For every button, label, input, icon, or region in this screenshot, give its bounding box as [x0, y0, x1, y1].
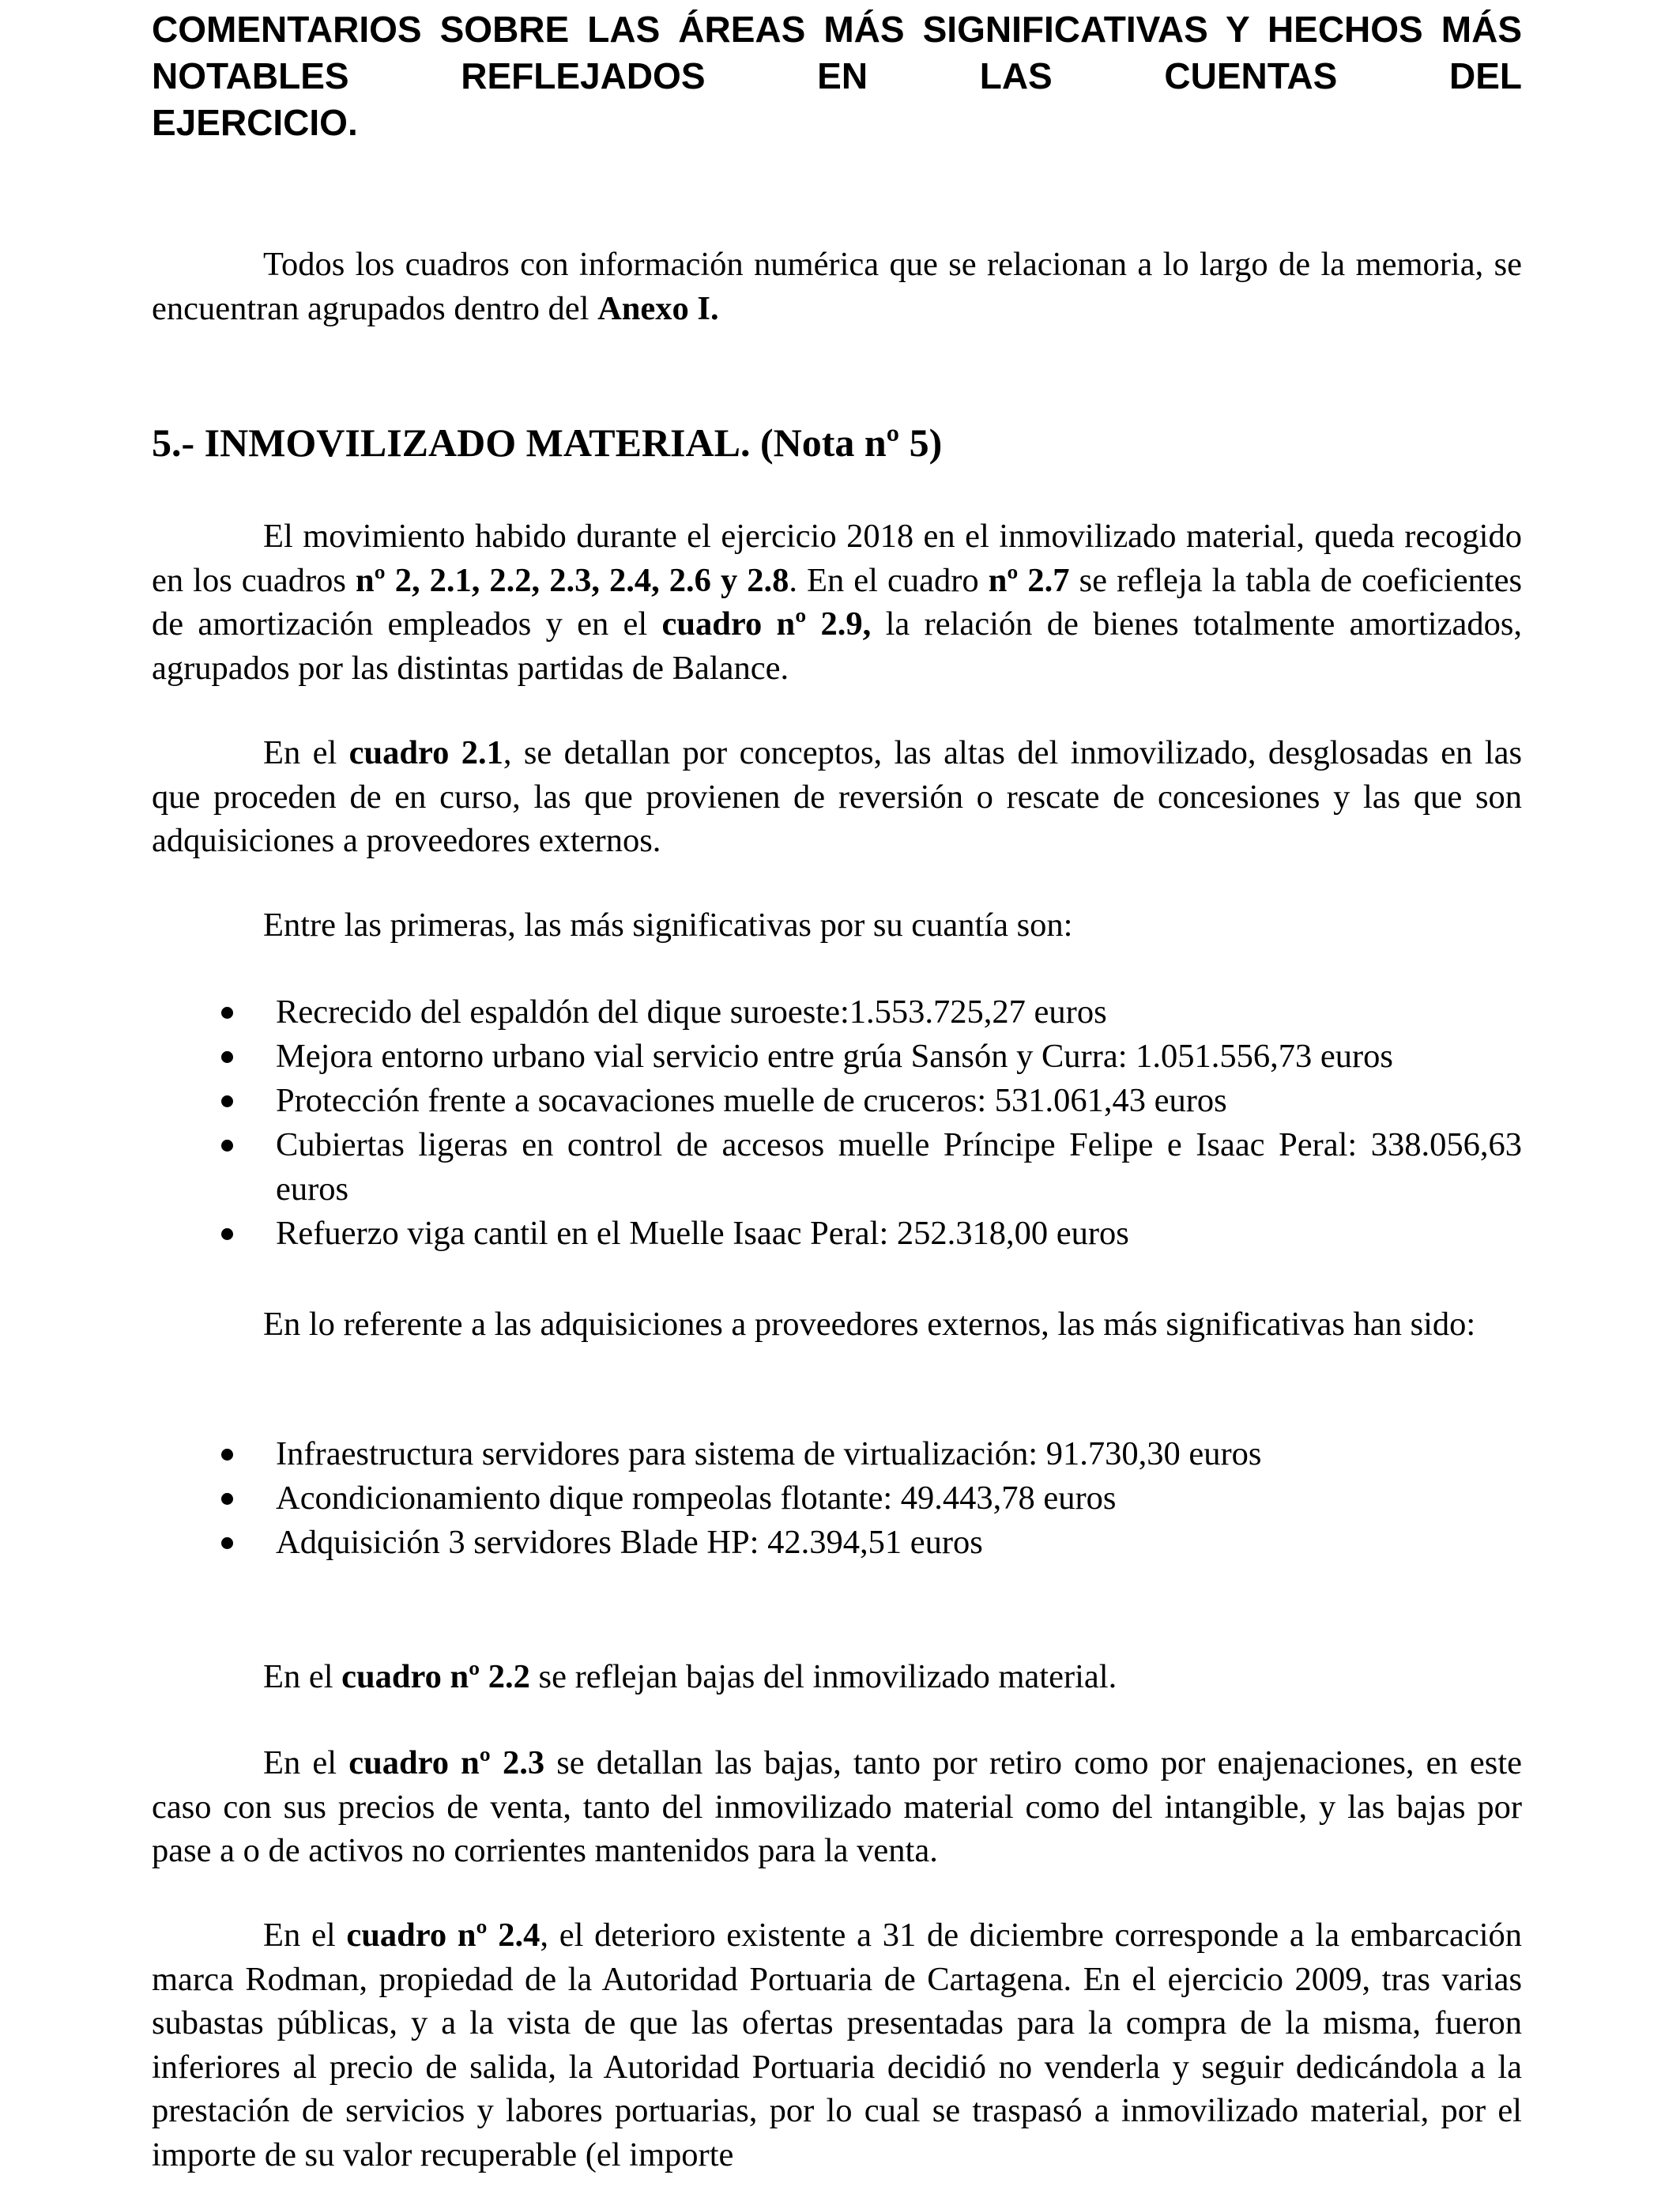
bullet-icon [221, 1228, 233, 1240]
second-list-intro: En lo referente a las adquisiciones a proveedores externos, las más significativas han sido: [263, 1306, 1476, 1343]
bullet-icon [221, 1449, 233, 1461]
list-item: Cubiertas ligeras en control de accesos muelle Príncipe Felipe e Isaac Peral: 338.056,63 euros [152, 1123, 1522, 1212]
additions-paragraph: En el cuadro 2.1, se detallan por conceptos, las altas del inmovilizado, desglosadas en las que proceden de en curso, las que provienen de reversión o rescate de concesiones y las que son adquisiciones a proveedores externos. [152, 734, 1522, 859]
list-item: Recrecido del espaldón del dique suroeste:1.553.725,27 euros [152, 990, 1522, 1035]
list-item: Infraestructura servidores para sistema de virtualización: 91.730,30 euros [152, 1432, 1522, 1476]
list-item: Mejora entorno urbano vial servicio entre grúa Sansón y Curra: 1.051.556,73 euros [152, 1035, 1522, 1079]
title-line-1: COMENTARIOS SOBRE LAS ÁREAS MÁS SIGNIFICATIVAS Y [152, 9, 1249, 50]
external-acquisitions-list [152, 1432, 1522, 1565]
bullet-icon [221, 1095, 233, 1107]
bullet-icon [221, 1007, 233, 1019]
bullet-icon [221, 1140, 233, 1152]
list-item: Adquisición 3 servidores Blade HP: 42.394,51 euros [152, 1521, 1522, 1565]
list-item: Refuerzo viga cantil en el Muelle Isaac Peral: 252.318,00 euros [152, 1212, 1522, 1256]
section-number: 5.- INMOVILIZADO MATERIAL. [152, 420, 751, 465]
impairment-paragraph: En el cuadro nº 2.4, el deterioro existente a 31 de diciembre corresponde a la embarcación marca Rodman, propiedad de la Autoridad Portuaria de Cartagena. En el ejercicio 2009, tras varias subastas públicas, y a la vista de que las ofertas presentadas para la compra de la misma, fueron inferiores al precio de salida, la Autoridad Portuaria decidió no venderla y seguir dedicándola a la prestación de servicios y labores portuarias, por lo cual se traspasó a inmovilizado material, por el importe de su valor recuperable (el importe [152, 1917, 1522, 2173]
section-note: (Nota nº 5) [759, 420, 943, 465]
list-item: Acondicionamiento dique rompeolas flotante: 49.443,78 euros [152, 1476, 1522, 1521]
list-item: Protección frente a socavaciones muelle de cruceros: 531.061,43 euros [152, 1079, 1522, 1123]
title-line-2: HECHOS MÁS NOTABLES REFLEJADOS EN LAS CUENTAS DEL [152, 9, 1523, 96]
intro-paragraph: Todos los cuadros con información numérica que se relacionan a lo largo de la memoria, se encuentran agrupados dentro del Anexo I. [152, 246, 1522, 327]
bullet-icon [221, 1537, 233, 1549]
annex-reference: Anexo I. [597, 289, 719, 327]
disposals-paragraph: En el cuadro nº 2.2 se reflejan bajas del inmovilizado material. [263, 1658, 1117, 1695]
bullet-icon [221, 1493, 233, 1505]
in-progress-additions-list [152, 990, 1522, 1256]
bullet-icon [221, 1051, 233, 1063]
first-list-intro: Entre las primeras, las más significativas por su cuantía son: [263, 907, 1073, 944]
movement-paragraph: El movimiento habido durante el ejercicio 2018 en el inmovilizado material, queda recogido en los cuadros nº 2, 2.1, 2.2, 2.3, 2.4, 2.6 y 2.8. En el cuadro nº 2.7 se refleja la tabla de coeficientes de amortización empleados y en el cuadro nº 2.9, la relación de bienes totalmente amortizados, agrupados por las distintas partidas de Balance. [152, 518, 1523, 687]
section-heading [152, 419, 942, 466]
page-title [152, 6, 1522, 146]
retirements-paragraph: En el cuadro nº 2.3 se detallan las bajas, tanto por retiro como por enajenaciones, en este caso con sus precios de venta, tanto del inmovilizado material como del intangible, y las bajas por pase a o de activos no corrientes mantenidos para la venta. [152, 1744, 1523, 1869]
title-line-3: EJERCICIO. [152, 102, 358, 143]
